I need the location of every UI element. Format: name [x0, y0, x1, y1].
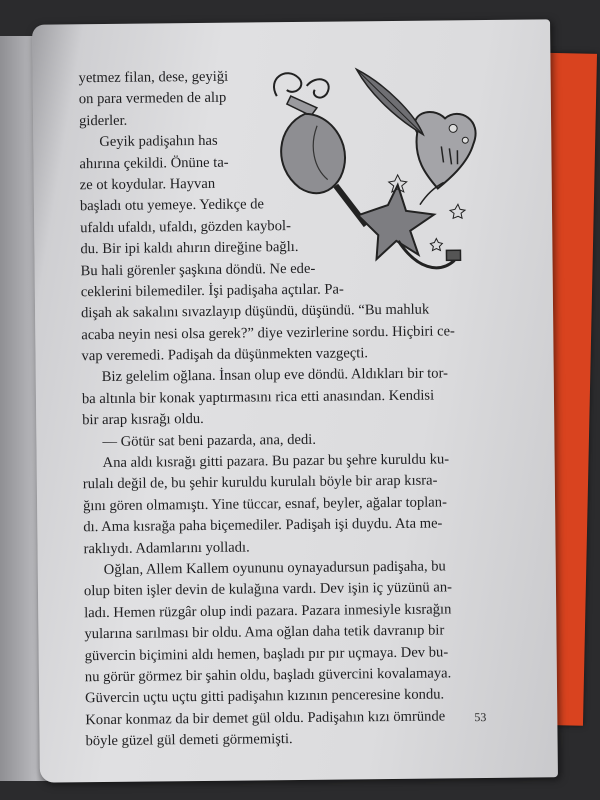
text-line: giderler. [78, 112, 128, 130]
text-line: nu görür görmez bir şahin oldu, başladı güvercini kovalamaya. [84, 665, 452, 686]
text-line: dişah ak sakalını sıvazlayıp düşündü, düşündü. “Bu mahluk [80, 301, 430, 322]
text-line: Ana aldı kısrağı gitti pazara. Bu pazar bu şehre kuruldu ku- [102, 451, 450, 472]
text-line: ceklerini bilemediler. İşi padişaha açtılar. Pa- [80, 281, 344, 301]
text-line: ğını gören olmamıştı. Yine tüccar, esnaf, beyler, ağalar toplan- [83, 494, 447, 515]
text-line: yetmez filan, dese, geyiği [78, 68, 229, 87]
text-line: ba altınla bir konak yaptırmasını rica etti anasından. Kendisi [81, 387, 435, 408]
text-line: rulalı değil de, bu şehir kuruldu kurulalı böyle bir arap kısra- [82, 472, 438, 493]
text-line: yularına sarılması bir oldu. Ama oğlan daha tetik davranıp bir [84, 622, 445, 643]
text-line: on para vermeden de alıp [78, 90, 227, 108]
page-number: 53 [474, 710, 487, 725]
text-line: Güvercin uçtu uçtu gitti padişahın kızının penceresine kondu. [85, 686, 445, 707]
text-line: acaba neyin nesi olsa gerek?” diye vezirlerine sordu. Hiçbiri ce- [81, 323, 455, 343]
text-line: böyle güzel gül demeti görmemişti. [85, 731, 293, 750]
text-line: — Götür sat beni pazarda, ana, dedi. [102, 431, 317, 450]
text-line: Oğlan, Allem Kallem oyununu oynayadursun padişaha, bu [103, 558, 446, 578]
text-line: du. Bir ipi kaldı ahırın direğine bağlı. [80, 239, 299, 258]
text-line: Bu hali görenler şaşkına döndü. Ne ede- [80, 260, 316, 279]
book-page [32, 19, 558, 782]
text-line: Konar konmaz da bir demet gül oldu. Padişahın kızı ömründe [85, 708, 446, 728]
text-line: bir arap kısrağı oldu. [82, 411, 204, 429]
text-line: dı. Ama kısrağa paha biçemediler. Padişah işi duydu. Ata me- [83, 515, 443, 536]
text-line: ladı. Hemen rüzgâr olup indi pazara. Pazara inmesiyle kısrağın [84, 601, 452, 621]
text-line: başladı otu yemeye. Yedikçe de [79, 196, 265, 215]
text-line: raklıydı. Adamlarını yolladı. [83, 539, 250, 557]
text-line: Biz gelelim oğlana. İnsan olup eve döndü. Aldıkları bir tor- [101, 365, 449, 386]
text-line: güvercin biçimini aldı hemen, başladı pır pır uçmaya. Dev bu- [84, 643, 449, 664]
page-text [79, 63, 556, 752]
text-line: vap veremedi. Padişah da düşünmekten vazgeçti. [81, 345, 369, 365]
text-line: ufaldı ufaldı, ufaldı, gözden kaybol- [80, 217, 291, 236]
text-line: Geyik padişahın has [99, 132, 218, 151]
text-line: ze ot koydular. Hayvan [79, 175, 216, 194]
text-line: olup biten işler devin de kulağına vardı. Dev işin iç yüzünü an- [83, 579, 453, 600]
text-line: ahırına çekildi. Önüne ta- [79, 154, 229, 172]
